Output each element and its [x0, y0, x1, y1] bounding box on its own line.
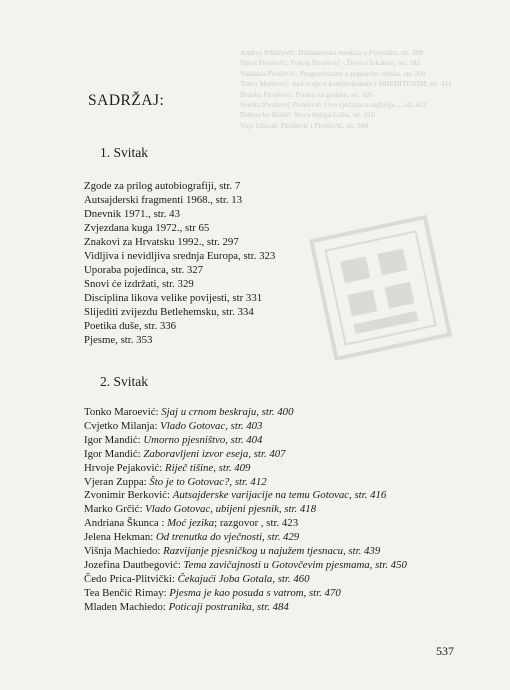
toc-entry [84, 531, 407, 545]
entry-author: Igor Mandić: [84, 433, 144, 446]
entry-author: Tonko Maroević: [84, 406, 162, 418]
bleed-line: Slava Pirošević: Pokraj Pirošević - Život u lokalnoj, str. 392 [240, 58, 421, 68]
toc-entry: Znakovi za Hrvatsku 1992., str. 297 [84, 236, 239, 248]
toc-entry: Dnevnik 1971., str. 43 [84, 208, 180, 220]
toc-entry [84, 462, 407, 476]
entry-title: Sjaj u crnom beskraju, str. 400 [161, 406, 294, 418]
entry-title: Riječ tišine, str. 409 [164, 461, 251, 474]
section-2-list [84, 406, 407, 615]
toc-entry [84, 448, 407, 462]
entry-author: Hrvoje Pejaković: [84, 461, 165, 474]
toc-entry: Zvjezdana kuga 1972., str 65 [84, 222, 210, 234]
entry-author: Cvjetko Milanja: [84, 419, 161, 432]
entry-author: Višnja Machiedo: [84, 545, 164, 558]
toc-entry [84, 601, 407, 615]
entry-title: Umorno pjesništvo, str. 404 [143, 433, 263, 446]
toc-entry: Vidljiva i nevidljiva srednja Europa, str. 323 [84, 250, 276, 262]
toc-entry [84, 587, 407, 601]
entry-author: Jelena Hekman: [84, 531, 156, 544]
entry-suffix: ; razgovor , str. 423 [214, 517, 299, 530]
page-number: 537 [436, 644, 454, 658]
entry-title: Tema zavičajnosti u Gotovčevim pjesmama, str. 450 [183, 558, 407, 571]
entry-title: Moć jezika [167, 517, 215, 530]
toc-entry [84, 476, 407, 490]
entry-title: Poticaji postranika, str. 484 [168, 600, 289, 613]
entry-author: Jozefina Dautbegović: [84, 558, 184, 571]
toc-entry: Autsajderski fragmenti 1968., str. 13 [84, 194, 243, 206]
toc-entry [84, 406, 407, 420]
entry-author: Tea Benčić Rimay: [84, 586, 170, 599]
entry-author: Andriana Škunca : [84, 517, 168, 530]
bleed-line: Branka Pirošević: Pisano na godinu, str. 326 [240, 89, 373, 99]
bleed-line: Tomo Mareović: Sad svoje u kontinuiranom i SMEDITOVIM, str. 411 [240, 79, 452, 89]
entry-author: Zvonimir Berković: [84, 489, 173, 502]
entry-author: Igor Mandić: [84, 447, 144, 460]
toc-entry: Snovi će izdržati, str. 329 [84, 278, 194, 290]
entry-title: Od trenutka do vječnosti, str. 429 [155, 531, 300, 544]
entry-title: Pjesma je kao posuda s vatrom, str. 470 [169, 586, 341, 599]
entry-title: Autsajderske varijacije na temu Gotovac, str. 416 [172, 489, 387, 502]
section-1-list [84, 179, 275, 347]
bleed-line: Dubravko Krstić: Nova knjiga Guba, str. 416 [240, 110, 375, 120]
entry-author: Vjeran Zuppa: [84, 475, 150, 488]
entry-title: Vlado Gotovac, ubijeni pjesnik, str. 418 [145, 503, 317, 516]
entry-author: Mladen Machiedo: [84, 600, 169, 613]
entry-title: Razvijanje pjesničkog u najužem tjesnacu, str. 439 [163, 545, 381, 558]
entry-title: Čekajući Joba Gotala, str. 460 [177, 572, 310, 585]
toc-entry [84, 573, 407, 587]
toc-entry [84, 420, 407, 434]
entry-title: Vlado Gotovac, str. 403 [160, 419, 263, 432]
bleed-line: Andrea Pribičević: Dalmatinska meduza u Pirejošku, str. 398 [240, 48, 424, 57]
toc-entry [84, 503, 407, 517]
bleed-line: Valdaica Pirošević: Progresivizam u popisnim smislu, str. 208 [240, 68, 426, 78]
toc-entry [84, 545, 407, 559]
bleed-line: Svetko Pirošević Pirošević: Ovo sjećanja u najbolje ... str. 412 [240, 100, 427, 110]
cover-watermark-image [300, 210, 460, 360]
toc-entry [84, 559, 407, 573]
contents-heading: SADRŽAJ: [88, 92, 165, 109]
toc-entry [84, 489, 407, 503]
section-1-title: 1. Svitak [100, 145, 149, 160]
entry-title: Što je to Gotovac?, str. 412 [149, 475, 267, 488]
toc-entry: Poetika duše, str. 336 [84, 320, 177, 332]
toc-entry: Disciplina likova velike povijesti, str 331 [84, 292, 263, 304]
toc-entry: Uporaba pojedinca, str. 327 [84, 264, 204, 276]
bleed-line: Vojo Glavaš: Pirošević i Pirošević, str. 394 [240, 120, 369, 130]
bleed-through-text [240, 48, 500, 131]
toc-entry [84, 517, 407, 531]
toc-entry [84, 434, 407, 448]
section-2-title: 2. Svitak [100, 374, 149, 389]
entry-title: Zaboravljeni izvor eseja, str. 407 [143, 447, 286, 460]
toc-entry: Zgode za prilog autobiografiji, str. 7 [84, 180, 241, 192]
toc-entry: Pjesme, str. 353 [84, 334, 153, 346]
toc-entry: Slijediti zvijezdu Betlehemsku, str. 334 [84, 306, 254, 318]
entry-author: Čedo Prica-Plitvički: [84, 572, 178, 585]
entry-author: Marko Grčić: [84, 503, 146, 516]
